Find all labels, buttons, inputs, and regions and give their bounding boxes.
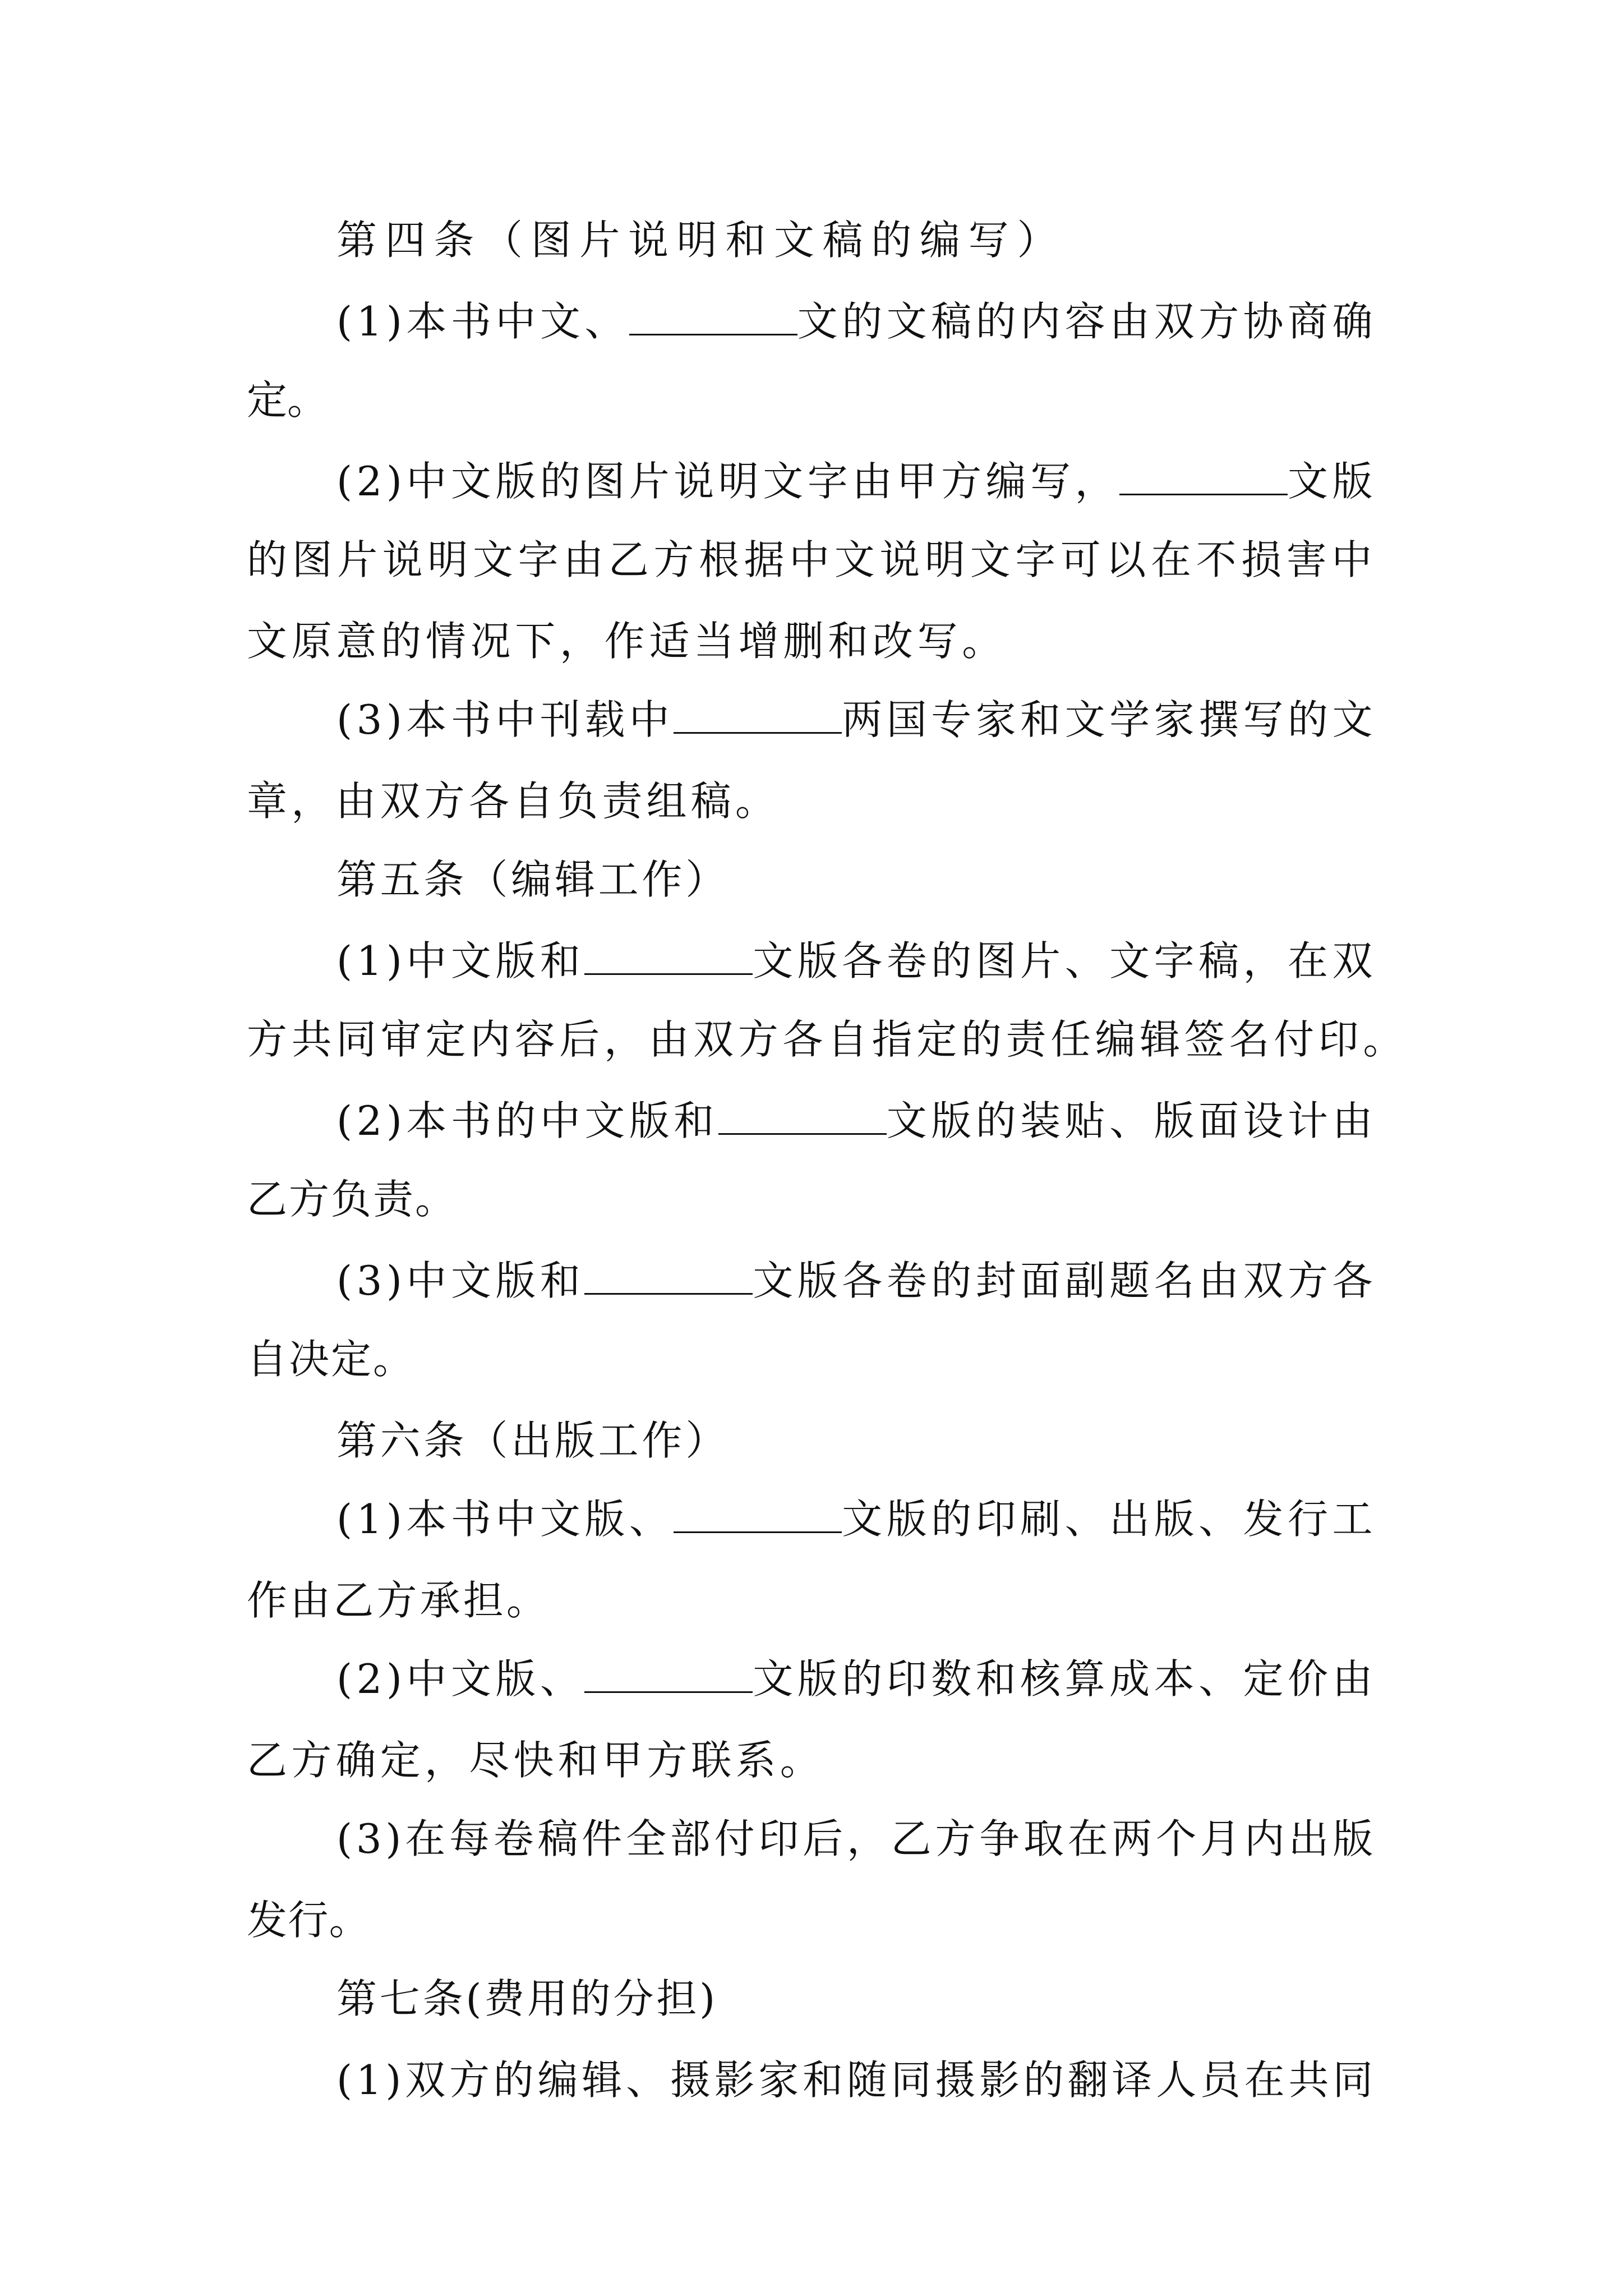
text-segment: 文版的印数和核算成本、定价由 bbox=[753, 1655, 1377, 1703]
text-segment: 第七条(费用的分担) bbox=[336, 1975, 718, 2022]
text-segment: 自决定。 bbox=[247, 1336, 415, 1383]
text-line bbox=[336, 853, 729, 907]
text-line bbox=[336, 934, 1377, 988]
text-line bbox=[247, 373, 328, 427]
text-segment: 发行。 bbox=[247, 1897, 370, 1944]
text-line bbox=[336, 1972, 718, 2026]
text-segment: (1)本书中文版、 bbox=[336, 1496, 674, 1543]
fill-in-blank bbox=[718, 1094, 887, 1135]
text-line bbox=[336, 1812, 1377, 1866]
text-segment: 作由乙方承担。 bbox=[247, 1577, 550, 1624]
text-segment: 文版的装贴、版面设计由 bbox=[886, 1097, 1377, 1144]
text-segment: 章，由双方各自负责组稿。 bbox=[247, 777, 780, 825]
fill-in-blank bbox=[584, 1254, 753, 1295]
text-segment: 文版各卷的图片、文字稿，在双 bbox=[753, 937, 1377, 984]
fill-in-blank bbox=[674, 1492, 842, 1533]
text-line bbox=[247, 1172, 457, 1226]
text-segment: 两国专家和文学家撰写的文 bbox=[842, 696, 1377, 743]
text-line bbox=[336, 1094, 1377, 1148]
text-segment: 定。 bbox=[247, 376, 328, 424]
text-line bbox=[247, 1733, 824, 1787]
text-segment: (1)双方的编辑、摄影家和随同摄影的翻译人员在共同 bbox=[336, 2056, 1377, 2104]
text-segment: 乙方负责。 bbox=[247, 1176, 457, 1223]
text-segment: 第六条（出版工作） bbox=[336, 1417, 729, 1464]
text-segment: (1)中文版和 bbox=[336, 937, 585, 984]
text-line bbox=[336, 1254, 1377, 1308]
text-line bbox=[336, 1414, 729, 1467]
fill-in-blank bbox=[674, 693, 842, 734]
text-line bbox=[336, 454, 1377, 508]
text-segment: (2)本书的中文版和 bbox=[336, 1097, 718, 1144]
text-line bbox=[336, 693, 1377, 747]
text-line bbox=[247, 614, 1007, 668]
fill-in-blank bbox=[629, 295, 797, 335]
text-segment: 乙方确定，尽快和甲方联系。 bbox=[247, 1737, 824, 1784]
text-segment: (2)中文版的图片说明文字由甲方编写， bbox=[336, 458, 1120, 505]
text-line bbox=[247, 1332, 415, 1386]
text-segment: 第四条（图片说明和文稿的编写） bbox=[336, 217, 1066, 264]
text-line bbox=[247, 774, 780, 828]
text-segment: (3)中文版和 bbox=[336, 1257, 585, 1304]
text-segment: 文原意的情况下，作适当增删和改写。 bbox=[247, 618, 1007, 665]
text-segment: (3)本书中刊载中 bbox=[336, 696, 674, 743]
text-segment: 第五条（编辑工作） bbox=[336, 856, 729, 903]
text-segment: 文版 bbox=[1288, 458, 1377, 505]
fill-in-blank bbox=[584, 1652, 753, 1693]
text-line bbox=[247, 1013, 1408, 1066]
text-line bbox=[336, 295, 1377, 348]
text-segment: 方共同审定内容后，由双方各自指定的责任编辑签名付印。 bbox=[247, 1016, 1408, 1063]
text-segment: (2)中文版、 bbox=[336, 1655, 585, 1703]
text-segment: 的图片说明文字由乙方根据中文说明文字可以在不损害中 bbox=[247, 536, 1377, 583]
text-line bbox=[336, 213, 1066, 267]
text-segment: 文版的印刷、出版、发行工 bbox=[842, 1496, 1377, 1543]
fill-in-blank bbox=[584, 934, 753, 975]
text-segment: 文版各卷的封面副题名由双方各 bbox=[753, 1257, 1377, 1304]
text-segment: (1)本书中文、 bbox=[336, 298, 629, 345]
text-line bbox=[247, 533, 1377, 587]
text-segment: (3)在每卷稿件全部付印后，乙方争取在两个月内出版 bbox=[336, 1815, 1377, 1862]
text-line bbox=[247, 1573, 550, 1627]
text-line bbox=[336, 1652, 1377, 1706]
text-segment: 文的文稿的内容由双方协商确 bbox=[797, 298, 1377, 345]
text-line bbox=[336, 2053, 1377, 2107]
text-line bbox=[336, 1492, 1377, 1546]
text-line bbox=[247, 1893, 370, 1947]
fill-in-blank bbox=[1119, 454, 1288, 495]
